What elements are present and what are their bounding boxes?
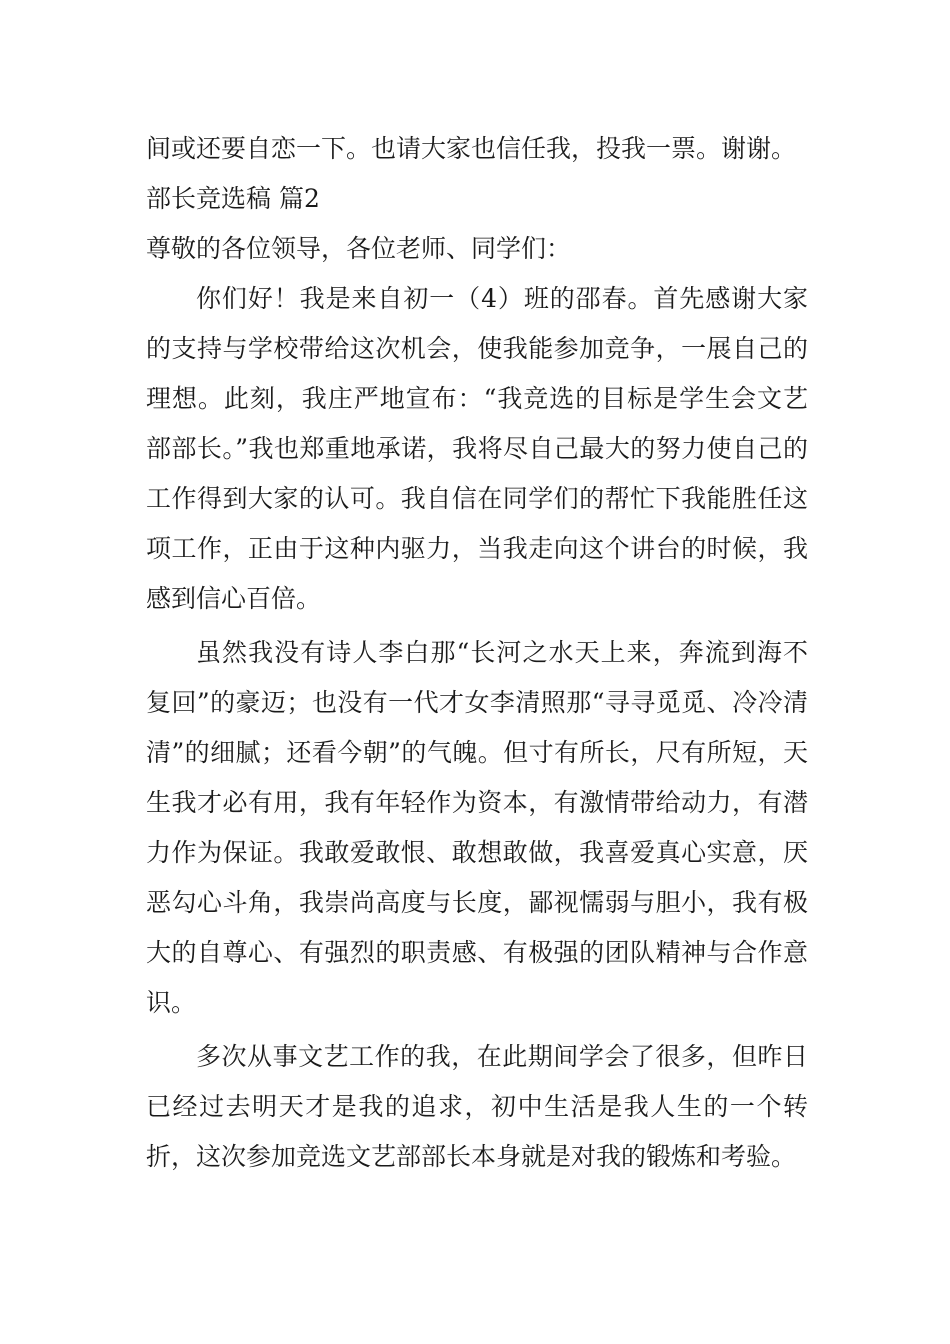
paragraph-2: 虽然我没有诗人李白那“长河之水天上来，奔流到海不复回”的豪迈；也没有一代才女李清照那“寻寻觅觅、冷冷清清”的细腻；还看今朝”的气魄。但寸有所长，尺有所短，天生我才必有用，我有年轻作为资本，有激情带给动力，有潜力作为保证。我敢爱敢恨、敢想敢做，我喜爱真心实意，厌恶勾心斗角，我崇尚高度与长度，鄙视懦弱与胆小，我有极大的自尊心、有强烈的职责感、有极强的团队精神与合作意识。 xyxy=(146,638,808,1017)
salutation: 尊敬的各位领导，各位老师、同学们： xyxy=(146,234,572,263)
paragraph-3: 多次从事文艺工作的我，在此期间学会了很多，但昨日已经过去明天才是我的追求，初中生活是我人生的一个转折，这次参加竞选文艺部部长本身就是对我的锻炼和考验。 xyxy=(146,1042,808,1171)
paragraph-1: 你们好！我是来自初一（4）班的邵春。首先感谢大家的支持与学校带给这次机会，使我能参加竞争，一展自己的理想。此刻，我庄严地宣布：“我竞选的目标是学生会文艺部部长。”我也郑重地承诺，我将尽自己最大的努力使自己的工作得到大家的认可。我自信在同学们的帮忙下我能胜任这项工作，正由于这种内驱力，当我走向这个讲台的时候，我感到信心百倍。 xyxy=(146,284,808,613)
section-title: 部长竞选稿 篇2 xyxy=(146,184,320,213)
carry-over-line: 间或还要自恋一下。也请大家也信任我，投我一票。谢谢。 xyxy=(146,134,797,163)
document-body xyxy=(146,124,808,1182)
